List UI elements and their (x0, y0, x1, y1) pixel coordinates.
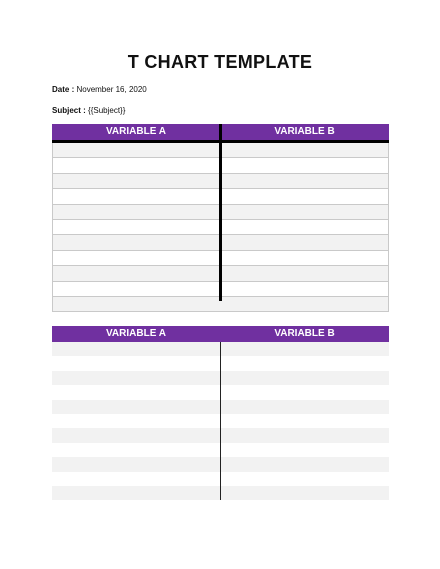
subject-value: {{Subject}} (88, 106, 126, 115)
column-header-variable-b: VARIABLE B (274, 328, 335, 339)
cell-variable-a[interactable] (52, 400, 220, 414)
column-header-variable-a: VARIABLE A (106, 126, 166, 137)
cell-variable-a[interactable] (52, 472, 220, 486)
t-chart-header (52, 326, 389, 342)
cell-variable-b[interactable] (220, 443, 389, 457)
cell-variable-b[interactable] (220, 428, 389, 442)
cell-variable-a[interactable] (52, 356, 220, 370)
cell-variable-b[interactable] (220, 457, 389, 471)
cell-variable-b[interactable] (221, 143, 389, 157)
cell-variable-a[interactable] (52, 428, 220, 442)
cell-variable-b[interactable] (221, 174, 389, 188)
subject-label: Subject : (52, 106, 86, 115)
cell-variable-a[interactable] (52, 158, 221, 172)
column-header-variable-b: VARIABLE B (274, 126, 335, 137)
cell-variable-b[interactable] (221, 220, 389, 234)
cell-variable-a[interactable] (52, 266, 221, 280)
cell-variable-b[interactable] (220, 400, 389, 414)
cell-variable-a[interactable] (52, 443, 220, 457)
t-chart-2 (52, 326, 389, 500)
cell-variable-a[interactable] (52, 371, 220, 385)
cell-variable-b[interactable] (220, 356, 389, 370)
cell-variable-b[interactable] (221, 205, 389, 219)
cell-variable-a[interactable] (52, 414, 220, 428)
cell-variable-a[interactable] (52, 235, 221, 249)
cell-variable-a[interactable] (52, 282, 221, 296)
cell-variable-b[interactable] (220, 385, 389, 399)
cell-variable-b[interactable] (221, 282, 389, 296)
cell-variable-b[interactable] (221, 235, 389, 249)
date-line (52, 85, 147, 94)
t-chart-divider (220, 342, 221, 500)
document-title: T CHART TEMPLATE (127, 52, 313, 72)
cell-variable-a[interactable] (52, 342, 220, 356)
cell-variable-a[interactable] (52, 251, 221, 265)
cell-variable-a[interactable] (52, 205, 221, 219)
cell-variable-a[interactable] (52, 297, 221, 311)
cell-variable-b[interactable] (220, 486, 389, 500)
date-value: November 16, 2020 (76, 85, 147, 94)
cell-variable-b[interactable] (221, 189, 389, 203)
column-header-variable-a: VARIABLE A (106, 328, 166, 339)
cell-variable-b[interactable] (221, 297, 389, 311)
cell-variable-b[interactable] (221, 158, 389, 172)
cell-variable-a[interactable] (52, 143, 221, 157)
cell-variable-b[interactable] (221, 251, 389, 265)
cell-variable-b[interactable] (220, 342, 389, 356)
cell-variable-b[interactable] (220, 414, 389, 428)
cell-variable-a[interactable] (52, 486, 220, 500)
subject-line (52, 106, 125, 115)
cell-variable-a[interactable] (52, 174, 221, 188)
cell-variable-b[interactable] (220, 472, 389, 486)
t-chart-divider (219, 124, 222, 301)
cell-variable-a[interactable] (52, 220, 221, 234)
cell-variable-a[interactable] (52, 385, 220, 399)
cell-variable-b[interactable] (221, 266, 389, 280)
cell-variable-b[interactable] (220, 371, 389, 385)
cell-variable-a[interactable] (52, 189, 221, 203)
date-label: Date : (52, 85, 75, 94)
cell-variable-a[interactable] (52, 457, 220, 471)
t-chart-1 (52, 124, 389, 312)
